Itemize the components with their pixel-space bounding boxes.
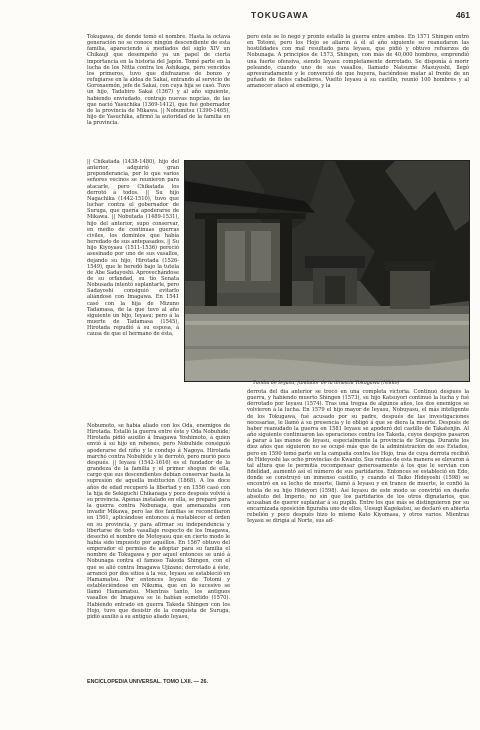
page-number: 461 <box>455 10 470 20</box>
left-column-beside-figure <box>87 159 179 423</box>
right-column-top <box>247 34 469 152</box>
paragraph: pero éste se lo negó y pronto estalló la guerra entre ambos. En 1571 Shingen entró en Totomi, pero los Hojo se aliaron á él al año siguiente se reanudaron las hostilidades con mal resultado para Ieyasu, que pidió y obtuvo refuerzos de Nobunaga. A principios de 1573, Shingen, con más de 40,000 hombres, emprendió una fuerte ofensiva, siendo Ieyasu completamente derrotado. Se disponía á morir peleando, cuando uno de sus vasallos, llamado Natsume Masuyoshi, llegó apresuradamente y le convenció de que huyera, haciéndose matar al frente de un puñado de fieles caballeros. Vuelto Ieyasu á su castillo, reunió 100 hombres y al amanecer atacó al enemigo, y la <box>247 34 469 90</box>
page-header <box>84 10 476 24</box>
paragraph: Tokugawa, de donde tomó el nombre. Hasta la octava generación no se conoce ningún descendiente de esta familia, apareciendo á mediados del siglo XIV un Chikauji que desempeñó ya un papel de cierta importancia en la historia del Japón. Tomó parte en la lucha de los Nitta contra los Ashikaga, pero vencidos los primeros, tuvo que disfrazarse de bonzo y refugiarse en la aldea de Sakai, entrando al servicio de Goroxaemón, jefe de Sakai, con cuya hija se casó. Tuvo un hijo, Tadahiro Sakai (1367) y al año siguiente, habiendo enviudado, contrajo nuevas nupcias, de las que nació Yasuchika (1369-1412), que fué gobernador de la provincia de Mikawa. || Nobumitsu (1390-1465), hijo de Yasuchika, afirmó la autoridad de la familia en la provincia. <box>87 34 230 127</box>
paragraph: Nobumoto, se había aliado con los Oda, enemigos de Hirotada. Estalló la guerra entre éste y Oda Nobuhide; Hirotada pidió auxilio á Imagawa Yoshimoto, á quien envió á su hijo en rehenes, pero Nobuhide consiguió apoderarse del niño y le condujo á Nagoya. Hirotada marchó contra Nobuhide y le derrotó, pero murió poco después. || Ieyasu (1542-1616) es el fundador de la grandeza de la familia y el primer shogun de ella, cargo que sus descendientes debían conservar hasta la supresión de aquella institución (1868). A los doce años de edad recuperó la libertad y en 1556 casó con la hija de Sekiguchi Chikanaga y poco después volvió á su provincia. Apenas instalado en ella, se preparó para la guerra contra Nobunaga, que amenazaba con invadir Mikawa, pero las dos familias se reconciliaron en 1561, aplicándose entonces á restablecer el orden en su provincia, y para afirmar su independencia y libertarse de todo vasallaje respecto de los Imagawa, desechó el nombre de Motoyasu que en cierto modo le había sido impuesto por aquéllos. En 1567 obtuvo del emperador el permiso de adoptar para su familia el nombre de Tokugawa y por aquel entonces se unió á Nobunaga contra el famoso Takeda Shingen, con el que se alió contra Imagawa Ujizane; derrotado á éste, arrancó por dos sitios á la vez, Ieyasu se estableció en Hamamatsu. Por entonces Ieyasu de Totomi y estableciéndose en Nikuma, que en lo sucesivo se llamó Hamamatsu. Mientras tanto, los antiguos vasallos de Imagawa se le habían sometido (1570). Habiendo entrado en guerra Takeda Shingen con los Hojo, tuvo que desistir de la conquista de Suruga, pidió auxilio á su antiguo aliado Ieyasu, <box>87 423 230 620</box>
right-column-bottom <box>247 389 469 677</box>
running-title: TOKUGAWA <box>251 10 309 20</box>
paragraph: derrota del día anterior se trocó en una completa victoria. Continuó después la guerra, y habiendo muerto Shingen (1573), su hijo Katsuyori continuó la lucha y fué derrotado por Ieyasu (1574). Tras una tregua de algunos años, los dos enemigos se volvieron á la lucha. En 1579 el hijo mayor de Ieyasu, Nobuyasu, el más inteligente de los Tokugawa, fué acusado por su padre, después de las investigaciones necesarias, le llamó á su presencia y le obligó á que se diera la muerte. Después de haber reanudado la guerra en 1581 Ieyasu se apoderó del castillo de Takatenjin. Al año siguiente continuaron las operaciones contra los Takeda, cuyos despojos pasaron á parar á las manos de Ieyasu, especialmente la provincia de Suruga. Durante los diez años que siguieron no se ocupó más que de la administración de sus Estados, pero en 1590 tomó parte en la campaña contra los Hojo, tras de cuya derrota recibió de Hideyoshi las ocho provincias de Kwanto. Sus rentas de esta manera se elevaron á tal altura que le permitía recompensar generosamente á los que le servían con fidelidad, aumentó así el número de sus partidarios. Entonces se estableció en Edo, donde se construyó un inmenso castillo, y cuando el Taiko Hideyoshi (1598) se encontró en su lecho de muerte, llamó á Ieyasu y en trance de muerte, le confió la tutela de su hijo Hideyori (1598). Así Ieyasu de este modo se convirtió en dueño absoluto del Imperio, no sin que los partidarios de los otros dignatarios, que acusaban de querer suplantar á su pupilo. Entre los que más se distinguieron por su encarnizada oposición figuraba uno de ellos, Uesugi Kagekatsu, se declaró en abierta rebelión y poco después hizo lo mismo Kato Kiyomasa, y otros varios. Mientras Ieyasu se dirigía al Norte, sus ad- <box>247 389 469 525</box>
left-column-top <box>87 34 230 159</box>
figure-caption: Tumba de Ieyasu, fundador de la dinastía Tokugawa (Nikko) <box>252 381 400 386</box>
page-footer: ENCICLOPEDIA UNIVERSAL. TOMO LXII. — 26. <box>87 679 209 685</box>
paragraph: || Chikatada (1438-1480), hijo del anterior, adquirió gran preponderancia, por lo que varios señores vecinos se reunieron para atacarle, pero Chikatada los derrotó á todos. || Su hijo Nagachika (1442-1510), tuvo que luchar contra el gobernador de Suruga, que quería apoderarse de Mikawa. || Nobutada (1489-1531), hijo del anterior, supo conservar, en medio de continuas guerras civiles, los dominios que había heredado de sus antepasados. || Su hijo Kiyoyasu (1511-1536) pereció asesinado por uno de sus vasallos, dejando su hijo, Hirotada (1526-1549), que le heredó bajo la tutela de Abe Sadayoshi. Aprovechándose de su orfandad, su tío Senata Nobusada intentó suplantarle, pero Sadayoshi consiguió evitarlo aliándose con Imagawa. En 1541 casó con la hija de Mizuno Tadamasa, de la que tuvo al año siguiente un hijo, Ieyasu; pero á la muerte de Tadamasa (1545), Hirotada repudió á su esposa, á causa de que el hermano de ésta, <box>87 159 179 338</box>
tomb-photograph <box>184 160 470 382</box>
tomb-photo-image <box>185 161 469 381</box>
left-column-bottom <box>87 423 230 677</box>
